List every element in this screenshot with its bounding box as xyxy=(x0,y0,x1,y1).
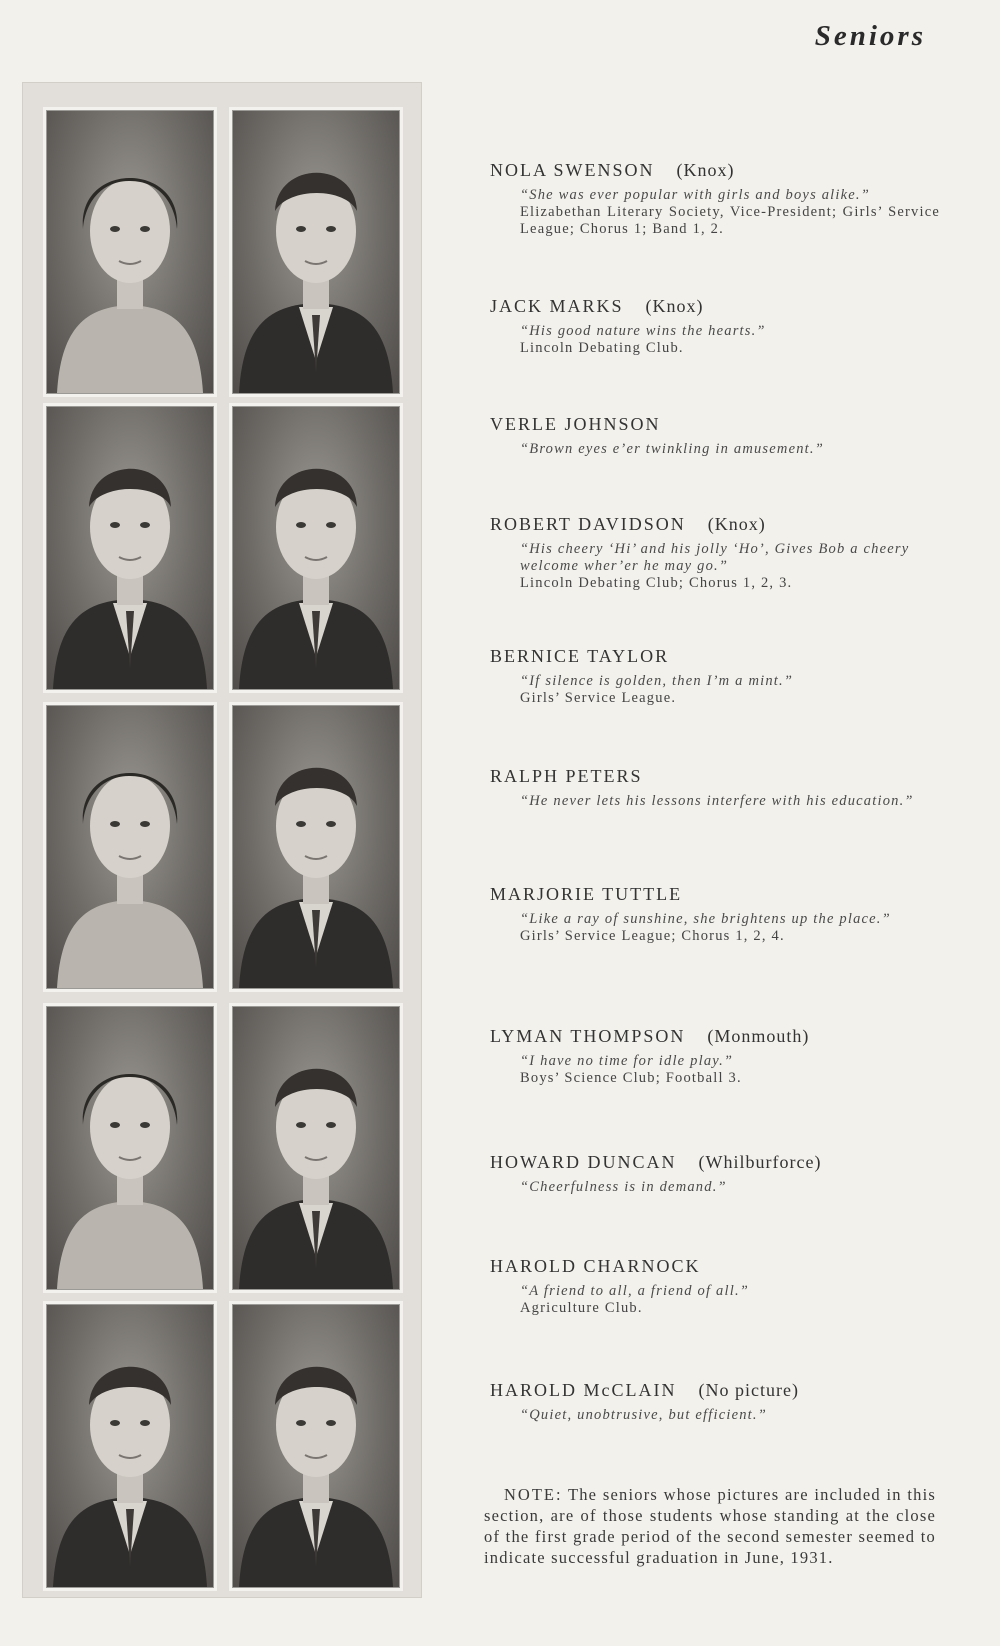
senior-name-text: LYMAN THOMPSON xyxy=(490,1026,686,1046)
senior-quote: “A friend to all, a friend of all.” xyxy=(520,1283,750,1299)
senior-quote: “Quiet, unobtrusive, but efficient.” xyxy=(520,1407,767,1423)
senior-quote: “His cheery ‘Hi’ and his jolly ‘Ho’, Gives Bob a cheery welcome wher’er he may go.” xyxy=(520,541,910,574)
senior-quote: “I have no time for idle play.” xyxy=(520,1053,734,1069)
senior-activities: Agriculture Club. xyxy=(520,1300,643,1316)
senior-quote: “Like a ray of sunshine, she brightens up the place.” xyxy=(520,911,891,927)
senior-name-text: VERLE JOHNSON xyxy=(490,414,661,434)
senior-name-text: MARJORIE TUTTLE xyxy=(490,884,683,904)
portrait-photo xyxy=(232,1304,400,1588)
senior-town: (Knox) xyxy=(676,160,735,180)
senior-entry xyxy=(490,1380,940,1424)
portrait-photo xyxy=(46,1304,214,1588)
senior-entry xyxy=(490,514,940,592)
senior-quote: “His good nature wins the hearts.” xyxy=(520,323,766,339)
portrait-photo xyxy=(232,406,400,690)
senior-entry xyxy=(490,766,940,810)
senior-name xyxy=(490,1026,940,1047)
senior-quote: “If silence is golden, then I’m a mint.” xyxy=(520,673,794,689)
portrait-photo xyxy=(232,705,400,989)
senior-entry xyxy=(490,646,940,707)
senior-quote: “She was ever popular with girls and boys alike.” xyxy=(520,187,871,203)
senior-quote: “Brown eyes e’er twinkling in amusement.” xyxy=(520,441,824,457)
senior-town: (Knox) xyxy=(707,514,766,534)
senior-name xyxy=(490,1256,940,1277)
note-paragraph xyxy=(484,1484,936,1568)
portrait-photo xyxy=(46,1006,214,1290)
senior-activities: Girls’ Service League; Chorus 1, 2, 4. xyxy=(520,928,785,944)
portrait-photo xyxy=(46,110,214,394)
senior-name-text: RALPH PETERS xyxy=(490,766,643,786)
page-title: Seniors xyxy=(814,20,926,52)
senior-name xyxy=(490,160,940,181)
senior-activities: Elizabethan Literary Society, Vice-President; Girls’ Service League; Chorus 1; Band 1, 2. xyxy=(520,204,940,237)
senior-entry xyxy=(490,160,940,238)
senior-entry xyxy=(490,884,940,945)
senior-name xyxy=(490,1380,940,1401)
senior-entry xyxy=(490,296,940,357)
portrait-photo xyxy=(232,110,400,394)
senior-activities: Lincoln Debating Club; Chorus 1, 2, 3. xyxy=(520,575,793,591)
senior-name-text: NOLA SWENSON xyxy=(490,160,655,180)
senior-name-text: ROBERT DAVIDSON xyxy=(490,514,686,534)
senior-name-text: HAROLD McCLAIN xyxy=(490,1380,677,1400)
senior-town: (Knox) xyxy=(645,296,704,316)
note-text: The seniors whose pictures are included in this section, are of those students whose standing at the close of the first grade period of the second semester seemed to indicate successful graduation in June, 1931. xyxy=(484,1485,936,1567)
senior-name xyxy=(490,514,940,535)
senior-quote: “Cheerfulness is in demand.” xyxy=(520,1179,727,1195)
senior-town: (Monmouth) xyxy=(707,1026,810,1046)
senior-name xyxy=(490,1152,940,1173)
senior-activities: Boys’ Science Club; Football 3. xyxy=(520,1070,742,1086)
portrait-photo xyxy=(46,406,214,690)
senior-name xyxy=(490,766,940,787)
senior-name-text: HAROLD CHARNOCK xyxy=(490,1256,701,1276)
senior-name-text: JACK MARKS xyxy=(490,296,624,316)
senior-entry xyxy=(490,1256,940,1317)
senior-activities: Lincoln Debating Club. xyxy=(520,340,684,356)
senior-name xyxy=(490,646,940,667)
senior-quote: “He never lets his lessons interfere with his education.” xyxy=(520,793,914,809)
portrait-photo xyxy=(46,705,214,989)
senior-name xyxy=(490,296,940,317)
note-label: NOTE: xyxy=(504,1485,563,1504)
portrait-photo xyxy=(232,1006,400,1290)
senior-name-text: HOWARD DUNCAN xyxy=(490,1152,677,1172)
senior-entry xyxy=(490,1026,940,1087)
senior-town: (Whilburforce) xyxy=(698,1152,822,1172)
senior-name-text: BERNICE TAYLOR xyxy=(490,646,670,666)
senior-town: (No picture) xyxy=(698,1380,799,1400)
senior-entry xyxy=(490,1152,940,1196)
senior-entry xyxy=(490,414,940,458)
senior-name xyxy=(490,414,940,435)
senior-name xyxy=(490,884,940,905)
senior-activities: Girls’ Service League. xyxy=(520,690,677,706)
